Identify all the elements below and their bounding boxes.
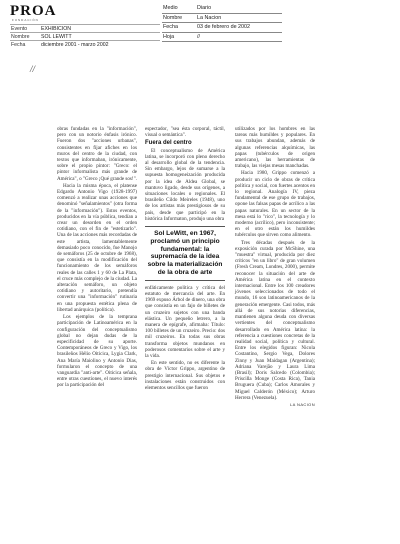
paragraph: Los ejemplos de la temprana participación de Latinoamérica en la configuración del conceptualismo global no dejan dudas de la especificidad de su aporte. Contemporáneos de Greco y Vigo, los brasileños Hélio Oiticica, Lygia Clark, Ana María Maiolino y Antonio Dias, formularon el concepto de una vanguardia "anti-arte". Oiticica señala, entre otras cuestiones, el nuevo interés por la participación del	[57, 314, 137, 389]
media-value: 03 de febrero de 2002	[196, 23, 282, 33]
paragraph: Tres décadas después de la exposición curada por McShine, una "muestra" virtual, producida por diez críticos "en un libro" de gran volumen (Fresh Cream, Londres, 2000), permite reconocer la situación del arte de América latina en el contexto internacional. Entre los 100 creadores jóvenes seleccionados de todo el mundo, 16 son latinoamericanos de la generación emergente. Casi todos, más allá de sus notorias diferencias, mantienen alguna deuda con diversas vertientes del conceptualismo desarrollado en América latina: la referencia a cuestiones concretas de la realidad social, política y cultural. Entre los elegidos figuran: Nicola Costantino, Sergio Vega, Dolores Zinny y Juan Maidagan (Argentina); Adriana Varejão y Laura Lima (Brasil); Doris Salcedo (Colombia); Priscilla Monge (Costa Rica), Tania Bruguera (Cuba); Carlos Amorales y Miguel Calderón (México); Arturo Herrera (Venezuela).	[235, 239, 315, 401]
media-key: Fecha	[162, 23, 196, 33]
media-value: Diario	[196, 4, 282, 13]
meta-value: EXHIBICION	[40, 25, 160, 33]
paragraph: obras fundadas en la "información", pero con un notorio énfasis irónico. Fueron dos "acciones urbanas", consistentes en fijar afiches en los muros del centro de la ciudad, con textos que informaban, irónicamente, sobre el propio pintor: "Greco: el pintor informalista más grande de América", o "Greco ¡Qué grande sos!".	[57, 126, 137, 182]
article-column-3	[235, 126, 315, 408]
article-column-2	[145, 126, 225, 392]
media-key: Hoja	[162, 32, 196, 42]
meta-key: Nombre	[10, 33, 40, 41]
section-subtitle: Fuera del centro	[145, 140, 192, 147]
media-value: La Nacion	[196, 13, 282, 23]
meta-value: SOL LEWITT	[40, 33, 160, 41]
paragraph: El conceptualismo de América latina, se incorporó con pleno derecho al desarrollo global de la tendencia. Sin embargo, lejos de sumarse a la supuesta homogeneización producida por la idea de Aldea Global, se mantuvo ligado, desde sus orígenes, a situaciones locales o regionales. El brasileño Cildo Meireles (1948), uno de los artistas más prestigiosos de su país, desde que participó en la histórica Informaton, produjo una obra	[145, 147, 225, 222]
paragraph: Hacia la misma época, el platense Edgardo Antonio Vigo (1928-1997) comenzó a realizar unas acciones que denominó "señalamientos" (otra forma de la "información"). Estos eventos, producidos en la vía pública, tendían a crear un desorden en el orden cotidiano, con el fin de "estetizarlo". Una de las acciones más recordadas de este artista, lamentablemente demasiado poco conocido, fue Manojo de semáforos (25 de octubre de 1968), que consistía en la modificación del funcionamiento de los semáforos reales de las calles 1 y 60 de La Plata, el cruce más complejo de la ciudad. La alteración semáforo, un objeto cotidiano y autoritario, pretendía convertir una "información" rutinaria en una propuesta estética plena de libertad anárquica (política).	[57, 182, 137, 313]
paragraph: Hacia 1980, Grippo comenzó a producir un ciclo de obras de crítica política y social, con fuertes acentos en lo regional. Analogía IV, pieza fundamental de ese grupo de trabajos, opone las falsas papas de acrílico a las papas naturales. En un sector de la mesa está lo "rico", la tecnología y lo moderno (acrílico), pero inconsistente; en el otro están los humildes tubérculos que sirven como alimento.	[235, 170, 315, 239]
meta-value: diciembre 2001 - marzo 2002	[40, 41, 160, 49]
paragraph: utilizados por los hombres en las tareas más humildes y populares. En sus trabajos abundan, además de algunas referencias alquímicas, las papas (tubérculos de origen americano), las herramientas de trabajo, las viejas mesas manchadas.	[235, 126, 315, 170]
article-column-1	[57, 126, 137, 390]
page-marker: //	[30, 64, 36, 74]
archive-header-left	[10, 4, 160, 48]
meta-key: Evento	[10, 25, 40, 33]
media-row	[162, 32, 282, 42]
media-value: //	[196, 32, 282, 42]
meta-row	[10, 41, 160, 49]
meta-row	[10, 25, 160, 33]
archive-header-right	[162, 4, 282, 42]
event-meta-table	[10, 24, 160, 48]
media-meta-table	[162, 4, 282, 42]
logo-subtitle: FUNDACIÓN	[12, 18, 39, 22]
proa-logo: PROA	[10, 3, 57, 19]
meta-key: Fecha	[10, 41, 40, 49]
media-key: Nombre	[162, 13, 196, 23]
pull-quote: Sol LeWitt, en 1967, proclamó un principio fundamental: la supremacía de la idea sobre la materialización de la obra de arte	[145, 226, 225, 281]
media-key: Medio	[162, 4, 196, 13]
paragraph: En este sentido, no es diferente la obra de Víctor Grippo, argentino de prestigio internacional. Sus objetos e instalaciones están construidos con elementos sencillos que fueron	[145, 360, 225, 392]
media-row	[162, 23, 282, 33]
media-row	[162, 4, 282, 13]
paragraph: enfáticamente política y crítica del estatuto de mercancía del arte. En 1969 expuso Árbol de dinero, una obra que consistía en un fajo de billetes de un cruzeiro sujetos con una banda elástica. Un pequeño letrero, a la manera de epígrafe, afirmaba: Título: 100 billetes de un cruzeiro. Precio: dos mil cruzeiros. En todas sus obras transforma objetos mundanos en poderosos comentarios sobre el arte y la vida.	[145, 284, 225, 360]
paragraph: espectador, "sea ésta corporal, táctil, visual o semántica".	[145, 126, 225, 139]
newspaper-credit: LA NACION	[290, 401, 315, 407]
meta-row	[10, 33, 160, 41]
media-row	[162, 13, 282, 23]
